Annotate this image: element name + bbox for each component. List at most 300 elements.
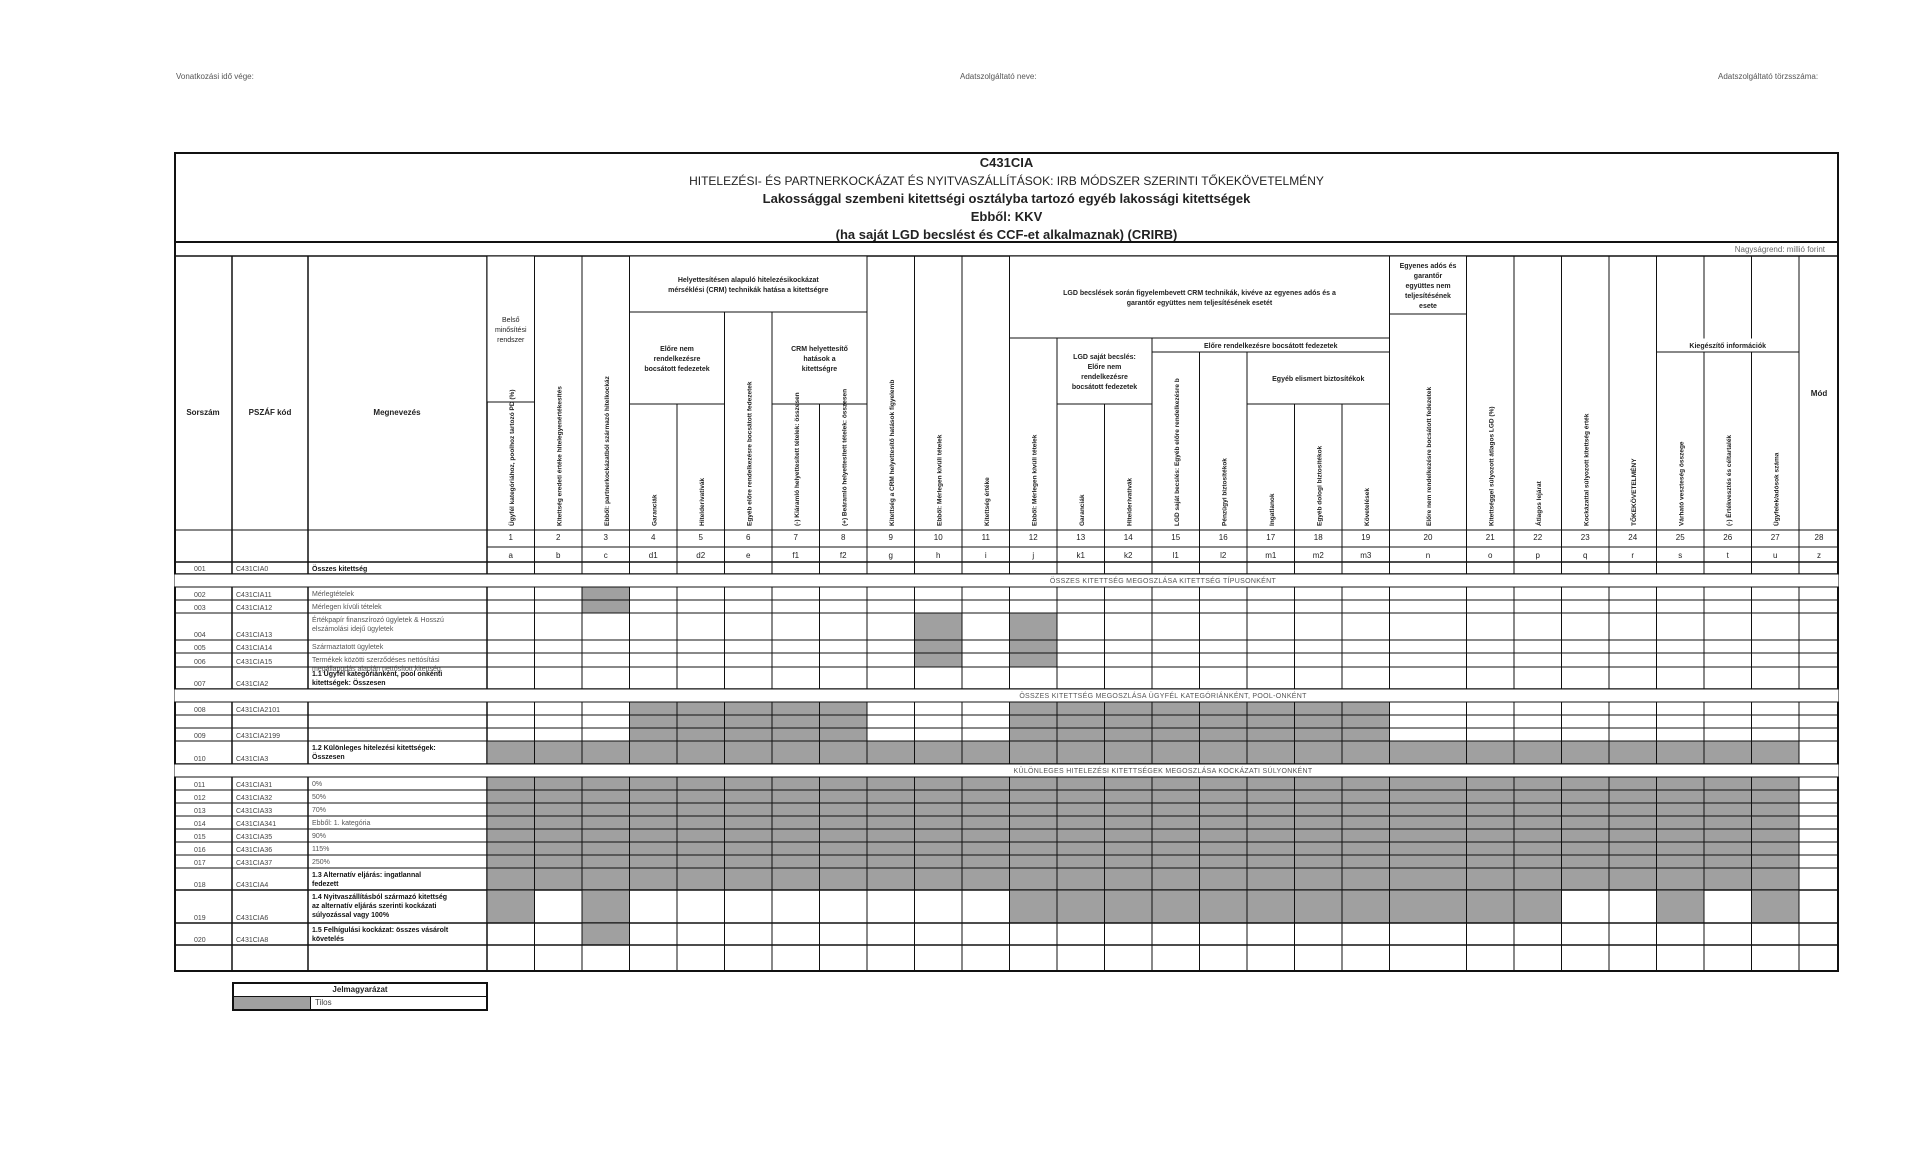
col-number: 25 [1675, 533, 1685, 542]
row-number: 019 [194, 915, 206, 922]
shaded-cell [1343, 869, 1390, 890]
col-header-vertical: Hitelderivatívák [698, 477, 706, 526]
row-code: C431CIA13 [236, 632, 273, 639]
shaded-cell [868, 778, 915, 790]
shaded-cell [820, 742, 867, 764]
col-header-vertical: Pénzügyi biztosítékok [1221, 458, 1229, 526]
col-header-vertical: (-) Kiáramló helyettesített tételek: összesen [793, 392, 801, 526]
row-number: 006 [194, 659, 206, 666]
shaded-cell [488, 804, 535, 816]
shaded-cell [1153, 742, 1200, 764]
shaded-cell [678, 778, 725, 790]
shaded-cell [1515, 891, 1562, 923]
shaded-cell [1295, 817, 1342, 829]
row-code: C431CIA14 [236, 645, 273, 652]
shaded-cell [1295, 703, 1342, 715]
shaded-cell [963, 742, 1010, 764]
form-subtitle-2: Ebből: KKV [970, 209, 1043, 224]
row-number: 007 [194, 681, 206, 688]
shaded-cell [915, 856, 962, 868]
shaded-cell [630, 742, 677, 764]
shaded-cell [963, 830, 1010, 842]
shaded-cell [963, 791, 1010, 803]
shaded-cell [1343, 703, 1390, 715]
shaded-cell [963, 817, 1010, 829]
shaded-cell [1105, 804, 1152, 816]
col-letter: a [508, 551, 513, 560]
group-crm-subst-text: Helyettesítésen alapuló hitelezésikockázat [677, 277, 819, 284]
group-beso-text: rendszer [497, 337, 525, 344]
shaded-cell [773, 742, 820, 764]
row-number: 003 [194, 605, 206, 612]
row-label: 115% [312, 846, 330, 853]
row-label: Termékek közötti szerződéses nettósítási [312, 657, 440, 664]
row-code: C431CIA36 [236, 847, 273, 854]
shaded-cell [583, 588, 630, 600]
shaded-cell [1343, 716, 1390, 728]
shaded-cell [1200, 856, 1247, 868]
shaded-cell [820, 778, 867, 790]
reporter-name-label: Adatszolgáltató neve: [960, 72, 1037, 81]
row-number: 016 [194, 847, 206, 854]
row-code: C431CIA35 [236, 834, 273, 841]
shaded-cell [488, 830, 535, 842]
shaded-cell [1010, 703, 1057, 715]
group-other-eligible-text: Egyéb elismert biztosítékok [1272, 376, 1365, 383]
form-title: HITELEZÉSI- ÉS PARTNERKOCKÁZAT ÉS NYITVASZÁLLÍTÁSOK: IRB MÓDSZER SZERINTI TŐKEKÖVETELMÉNY [689, 174, 1324, 188]
shaded-cell [1467, 891, 1514, 923]
row-code: C431CIA12 [236, 605, 273, 612]
shaded-cell [820, 817, 867, 829]
shaded-cell [915, 614, 962, 640]
col-letter: m3 [1360, 551, 1372, 560]
shaded-cell [725, 830, 772, 842]
shaded-cell [1752, 742, 1799, 764]
shaded-cell [1010, 830, 1057, 842]
shaded-cell [630, 843, 677, 855]
row-code: C431CIA2101 [236, 707, 280, 714]
shaded-cell [1105, 791, 1152, 803]
section-row-label: ÖSSZES KITETTSÉG MEGOSZLÁSA ÜGYFÉL KATEGÓRIÁNKÉNT, POOL-ONKÉNT [1019, 693, 1307, 700]
shaded-cell [1010, 614, 1057, 640]
group-lgd-text: LGD becslések során figyelembevett CRM technikák, kivéve az egyenes adós és a [1063, 290, 1336, 297]
col-letter: q [1583, 551, 1588, 560]
col-header-mod: Mód [1810, 389, 1828, 398]
group-lgd-own-bg [1058, 339, 1152, 404]
shaded-cell [1010, 778, 1057, 790]
shaded-cell [583, 804, 630, 816]
shaded-cell [1467, 804, 1514, 816]
shaded-cell [1248, 843, 1295, 855]
row-code: C431CIA2199 [236, 733, 280, 740]
row-number: 004 [194, 632, 206, 639]
shaded-cell [1295, 791, 1342, 803]
shaded-cell [583, 891, 630, 923]
shaded-cell [1390, 817, 1466, 829]
data-grid [174, 152, 1839, 972]
col-letter: c [603, 551, 608, 560]
col-number: 13 [1076, 533, 1086, 542]
shaded-cell [1153, 804, 1200, 816]
row-label: 1.3 Alternatív eljárás: ingatlannal [312, 872, 422, 879]
shaded-cell [820, 856, 867, 868]
shaded-cell [1295, 869, 1342, 890]
row-label: követelés [312, 936, 344, 943]
col-number: 2 [556, 533, 561, 542]
shaded-cell [1657, 869, 1704, 890]
reporting-period-label: Vonatkozási idő vége: [176, 72, 254, 81]
col-letter: p [1535, 551, 1540, 560]
row-label: 1.4 Nyitvaszállításból származó kitettség [312, 894, 447, 901]
col-header-sorszam: Sorszám [186, 408, 220, 417]
shaded-cell [1010, 891, 1057, 923]
shaded-cell [1343, 817, 1390, 829]
shaded-cell [678, 856, 725, 868]
shaded-cell [1705, 804, 1752, 816]
shaded-cell [1295, 778, 1342, 790]
col-letter: i [984, 551, 987, 560]
shaded-cell [1105, 891, 1152, 923]
row-code: C431CIA3 [236, 756, 269, 763]
shaded-cell [630, 703, 677, 715]
shaded-cell [1105, 869, 1152, 890]
col-letter: l1 [1172, 551, 1179, 560]
row-label: 1.2 Különleges hitelezési kitettségek: [312, 745, 436, 752]
row-number: 010 [194, 756, 206, 763]
col-number: 7 [793, 533, 798, 542]
row-label: az alternatív eljárás szerinti kockázati [312, 903, 437, 910]
col-letter: k1 [1076, 551, 1085, 560]
shaded-cell [1105, 856, 1152, 868]
col-header-vertical: Garanciák [651, 494, 659, 526]
shaded-cell [725, 703, 772, 715]
shaded-cell [1562, 856, 1609, 868]
shaded-cell [1105, 703, 1152, 715]
row-label: 0% [312, 781, 323, 788]
form-subtitle-3: (ha saját LGD becslést és CCF-et alkalmaznak) (CRIRB) [835, 227, 1178, 242]
col-letter: o [1488, 551, 1493, 560]
shaded-cell [868, 804, 915, 816]
group-crm-helyettesito-text: kitettségre [801, 366, 838, 373]
shaded-cell [1200, 891, 1247, 923]
shaded-cell [583, 830, 630, 842]
shaded-cell [678, 729, 725, 741]
group-crm-subst-text: mérséklési (CRM) technikák hatása a kitettségre [668, 287, 829, 294]
row-code: C431CIA4 [236, 882, 269, 889]
shaded-cell [488, 817, 535, 829]
shaded-cell [583, 924, 630, 945]
col-number: 20 [1423, 533, 1433, 542]
row-label: Összesen [312, 754, 345, 761]
section-row-bg [175, 765, 1839, 777]
shaded-cell [1200, 778, 1247, 790]
col-letter: j [1032, 551, 1035, 560]
shaded-cell [1153, 891, 1200, 923]
shaded-cell [1058, 856, 1105, 868]
shaded-cell [1515, 778, 1562, 790]
row-label: Összes kitettség [312, 566, 368, 573]
col-letter: z [1817, 551, 1821, 560]
shaded-cell [915, 817, 962, 829]
row-label: Származtatott ügyletek [312, 644, 384, 651]
shaded-cell [1200, 742, 1247, 764]
shaded-cell [630, 778, 677, 790]
row-code: C431CIA33 [236, 808, 273, 815]
legend-label: Tilos [315, 998, 332, 1007]
shaded-cell [1343, 804, 1390, 816]
shaded-cell [868, 843, 915, 855]
group-unfunded-text: Előre nem [660, 346, 694, 353]
col-number: 17 [1266, 533, 1276, 542]
shaded-cell [1105, 843, 1152, 855]
shaded-cell [773, 856, 820, 868]
group-double-default-text: esete [1419, 303, 1437, 310]
col-number: 11 [981, 533, 990, 542]
row-number: 011 [194, 782, 206, 789]
shaded-cell [1200, 791, 1247, 803]
shaded-cell [1200, 869, 1247, 890]
col-number: 4 [651, 533, 656, 542]
shaded-cell [1010, 804, 1057, 816]
col-header-vertical: Követelések [1363, 488, 1371, 526]
shaded-cell [1390, 891, 1466, 923]
row-code: C431CIA37 [236, 860, 273, 867]
shaded-cell [1752, 804, 1799, 816]
row-code: C431CIA2 [236, 681, 269, 688]
shaded-cell [963, 804, 1010, 816]
col-header-vertical: Kitettség a CRM helyettesítő hatások figyelemb [888, 379, 896, 526]
shaded-cell [1058, 891, 1105, 923]
legend-row [232, 997, 488, 1011]
row-code: C431CIA6 [236, 915, 269, 922]
shaded-cell [583, 791, 630, 803]
col-number: 9 [888, 533, 893, 542]
col-number: 19 [1361, 533, 1371, 542]
shaded-cell [1515, 742, 1562, 764]
group-crm-helyettesito-text: CRM helyettesítő [791, 346, 848, 353]
form-code: C431CIA [979, 155, 1034, 170]
shaded-cell [725, 856, 772, 868]
shaded-cell [630, 856, 677, 868]
shaded-cell [915, 869, 962, 890]
shaded-cell [1752, 891, 1799, 923]
col-letter: n [1425, 551, 1431, 560]
section-row-bg [175, 690, 1839, 702]
row-label: 1.5 Felhígulási kockázat: összes vásárolt [312, 927, 449, 934]
shaded-cell [1295, 716, 1342, 728]
group-double-default-text: garantőr [1413, 273, 1443, 280]
shaded-cell [1610, 804, 1657, 816]
shaded-cell [1752, 843, 1799, 855]
shaded-cell [1390, 869, 1466, 890]
col-header-vertical: Kitettség értéke [983, 477, 991, 526]
shaded-cell [488, 891, 535, 923]
shaded-cell [820, 804, 867, 816]
shaded-cell [535, 869, 582, 890]
shaded-cell [1467, 869, 1514, 890]
shaded-cell [1200, 817, 1247, 829]
shaded-cell [773, 843, 820, 855]
col-number: 1 [508, 533, 513, 542]
shaded-cell [1515, 791, 1562, 803]
shaded-cell [915, 654, 962, 667]
shaded-cell [1105, 817, 1152, 829]
shaded-cell [1705, 778, 1752, 790]
group-lgd-bg [1010, 257, 1389, 338]
shaded-cell [1562, 742, 1609, 764]
row-label: súlyozással vagy 100% [312, 912, 390, 919]
shaded-cell [1058, 869, 1105, 890]
shaded-cell [1248, 703, 1295, 715]
shaded-cell [1705, 817, 1752, 829]
shaded-cell [868, 856, 915, 868]
shaded-cell [1295, 742, 1342, 764]
col-letter: k2 [1124, 551, 1133, 560]
col-letter: d2 [696, 551, 706, 560]
shaded-cell [1705, 742, 1752, 764]
shaded-cell [583, 742, 630, 764]
shaded-cell [1058, 703, 1105, 715]
shaded-cell [1343, 778, 1390, 790]
shaded-cell [915, 804, 962, 816]
col-header-vertical: Várható veszteség összege [1678, 441, 1686, 526]
shaded-cell [1515, 843, 1562, 855]
col-number: 21 [1485, 533, 1495, 542]
group-crm-subst-bg [630, 257, 867, 312]
shaded-cell [868, 830, 915, 842]
shaded-cell [1058, 716, 1105, 728]
col-letter: m2 [1312, 551, 1324, 560]
shaded-cell [1515, 856, 1562, 868]
shaded-cell [1248, 830, 1295, 842]
col-letter: b [556, 551, 561, 560]
shaded-cell [1295, 804, 1342, 816]
shaded-cell [773, 791, 820, 803]
shaded-cell [1248, 856, 1295, 868]
row-label: 250% [312, 859, 330, 866]
shaded-cell [1343, 742, 1390, 764]
shaded-cell [630, 791, 677, 803]
shaded-cell [1515, 817, 1562, 829]
shaded-cell [1200, 804, 1247, 816]
shaded-cell [820, 716, 867, 728]
row-label: megállapodás alapján nettósított kitettség [312, 666, 441, 673]
shaded-cell [1010, 843, 1057, 855]
shaded-cell [868, 869, 915, 890]
col-number: 18 [1313, 533, 1323, 542]
shaded-cell [1657, 817, 1704, 829]
group-unfunded-text: rendelkezésre [653, 356, 701, 363]
shaded-cell [678, 716, 725, 728]
col-letter: u [1773, 551, 1778, 560]
group-unfunded-text: bocsátott fedezetek [644, 366, 710, 373]
shaded-cell [1467, 830, 1514, 842]
shaded-cell [1010, 869, 1057, 890]
shaded-cell [1467, 778, 1514, 790]
row-number: 018 [194, 882, 206, 889]
report-form [174, 152, 1839, 972]
shaded-cell [1390, 742, 1466, 764]
shaded-cell [773, 729, 820, 741]
section-row-bg [175, 575, 1839, 587]
section-row-label: KÜLÖNLEGES HITELEZÉSI KITETTSÉGEK MEGOSZLÁSA KOCKÁZATI SÚLYONKÉNT [1013, 768, 1313, 775]
shaded-cell [1295, 856, 1342, 868]
shaded-cell [1610, 856, 1657, 868]
section-row-label: ÖSSZES KITETTSÉG MEGOSZLÁSA KITETTSÉG TÍPUSONKÉNT [1049, 578, 1277, 585]
shaded-cell [1058, 817, 1105, 829]
shaded-cell [963, 843, 1010, 855]
shaded-cell [963, 869, 1010, 890]
shaded-cell [1248, 817, 1295, 829]
col-number: 26 [1723, 533, 1733, 542]
unit-note: Nagyságrend: millió forint [1734, 245, 1825, 254]
col-letter: d1 [648, 551, 658, 560]
shaded-cell [1343, 830, 1390, 842]
shaded-cell [583, 778, 630, 790]
row-code: C431CIA32 [236, 795, 273, 802]
row-number: 013 [194, 808, 206, 815]
col-number: 22 [1533, 533, 1543, 542]
col-header-megnevezes: Megnevezés [373, 408, 421, 417]
row-code: C431CIA8 [236, 937, 269, 944]
shaded-cell [1515, 830, 1562, 842]
shaded-cell [915, 778, 962, 790]
shaded-cell [820, 869, 867, 890]
shaded-cell [820, 703, 867, 715]
row-label: 70% [312, 807, 327, 814]
shaded-cell [868, 817, 915, 829]
col-letter: m1 [1265, 551, 1277, 560]
shaded-cell [1153, 856, 1200, 868]
shaded-cell [820, 729, 867, 741]
shaded-cell [915, 843, 962, 855]
shaded-cell [1058, 843, 1105, 855]
shaded-cell [1562, 791, 1609, 803]
shaded-cell [1058, 729, 1105, 741]
shaded-cell [1657, 843, 1704, 855]
row-label: kitettségek: Összesen [312, 680, 386, 687]
shaded-cell [725, 817, 772, 829]
shaded-cell [1343, 843, 1390, 855]
shaded-cell [535, 856, 582, 868]
shaded-cell [1010, 791, 1057, 803]
reporter-id-label: Adatszolgáltató törzsszáma: [1718, 72, 1819, 81]
group-lgd-own-text: bocsátott fedezetek [1071, 384, 1138, 391]
col-header-vertical: TŐKEKÖVETELMÉNY [1630, 458, 1638, 526]
shaded-cell [1705, 869, 1752, 890]
shaded-cell [1705, 791, 1752, 803]
row-number: 008 [194, 707, 206, 714]
shaded-cell [678, 791, 725, 803]
shaded-cell [773, 778, 820, 790]
col-letter: f1 [792, 551, 800, 560]
shaded-cell [1248, 716, 1295, 728]
shaded-cell [1105, 830, 1152, 842]
shaded-cell [1295, 729, 1342, 741]
shaded-cell [1248, 742, 1295, 764]
col-letter: f2 [839, 551, 847, 560]
shaded-cell [630, 729, 677, 741]
group-crm-helyettesito-text: hatások a [803, 356, 836, 363]
shaded-cell [1105, 778, 1152, 790]
shaded-cell [1343, 856, 1390, 868]
row-number: 017 [194, 860, 206, 867]
shaded-cell [583, 817, 630, 829]
shaded-cell [1752, 817, 1799, 829]
shaded-cell [915, 641, 962, 653]
col-number: 3 [603, 533, 608, 542]
shaded-cell [1010, 817, 1057, 829]
